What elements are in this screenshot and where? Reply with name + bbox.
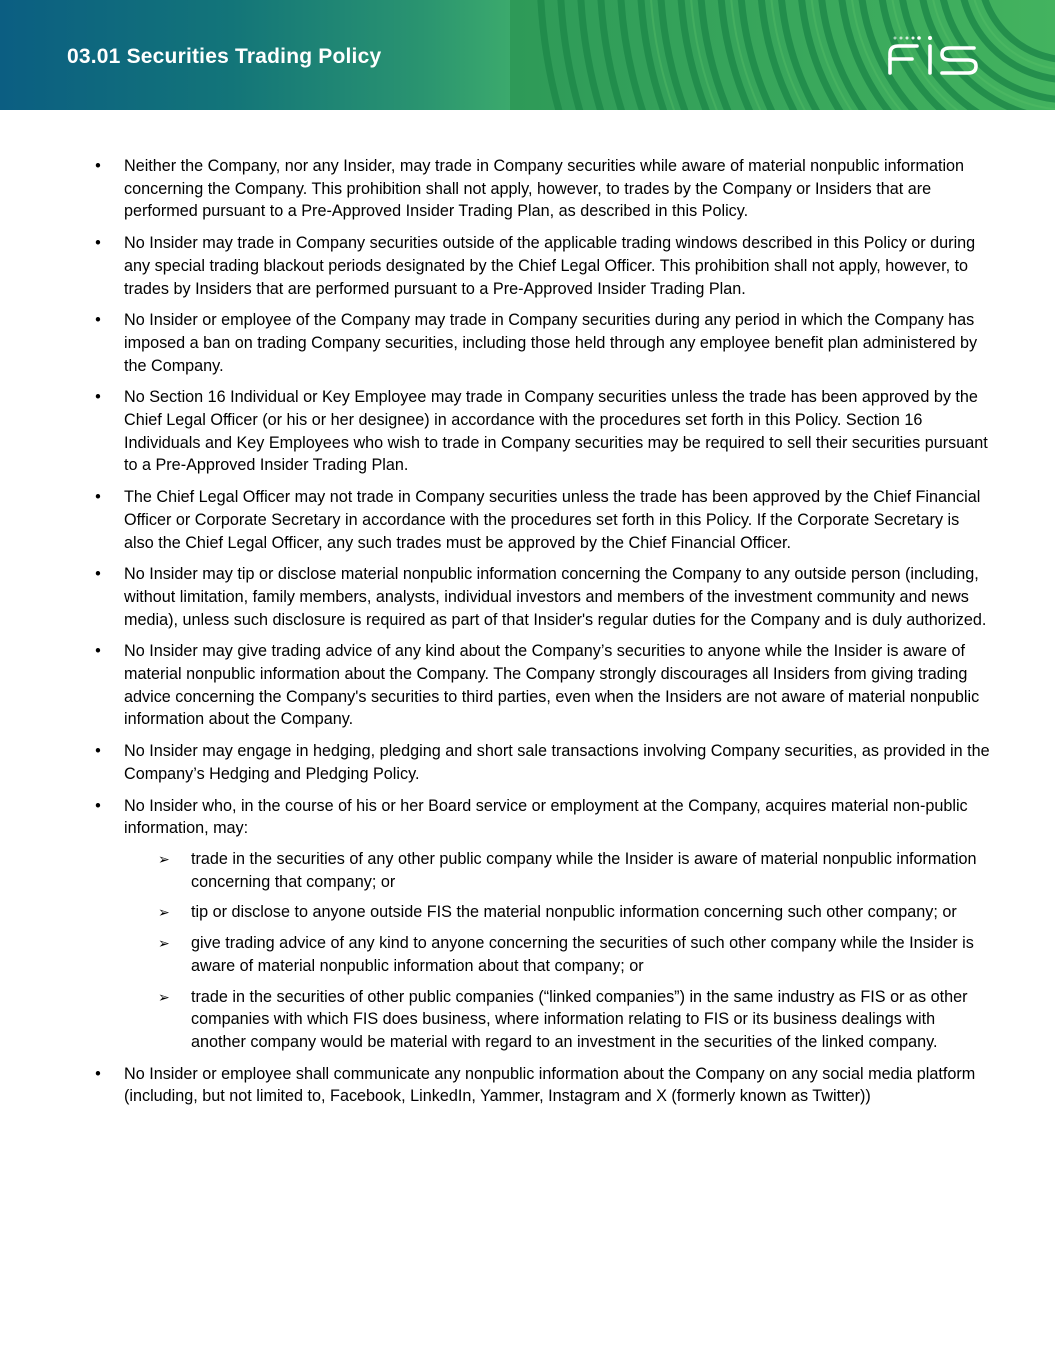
sub-item-text: trade in the securities of any other public company while the Insider is aware of material nonpublic information concerning that company; or: [191, 849, 977, 891]
policy-bullet-item: [0, 563, 1055, 631]
bullet-icon: •: [95, 796, 101, 815]
policy-item-text: No Section 16 Individual or Key Employee may trade in Company securities unless the trade has been approved by the Chief Legal Officer (or his or her designee) in accordance with the procedures set forth in this Policy. Section 16 Individuals and Key Employees who wish to trade in Company securities may be required to sell their securities pursuant to a Pre-Approved Insider Trading Plan.: [124, 388, 988, 475]
arrow-bullet-icon: ➢: [158, 850, 170, 867]
policy-item-text: No Insider may engage in hedging, pledging and short sale transactions involving Company securities, as provided in the Company’s Hedging and Pledging Policy.: [124, 742, 990, 783]
policy-item-text: Neither the Company, nor any Insider, may trade in Company securities while aware of material nonpublic information concerning the Company. This prohibition shall not apply, however, to trades by the Company or Insiders that are performed pursuant to a Pre-Approved Insider Trading Plan, as described in this Policy.: [124, 157, 965, 221]
sub-list-item: [124, 848, 993, 893]
bullet-icon: •: [95, 642, 101, 661]
policy-item-text: No Insider may tip or disclose material nonpublic information concerning the Company to any outside person (including, without limitation, family members, analysts, individual investors and members of the investment community and news media), unless such disclosure is required as part of that Insider's regular duties for the Company and is duly authorized.: [124, 565, 987, 629]
arrow-bullet-icon: ➢: [158, 935, 170, 952]
bullet-icon: •: [95, 388, 101, 407]
policy-bullet-item: [0, 740, 1055, 785]
page-title: 03.01 Securities Trading Policy: [67, 45, 382, 68]
bullet-icon: •: [95, 157, 101, 175]
arrow-bullet-icon: ➢: [158, 904, 170, 921]
policy-bullet-item: [0, 309, 1055, 377]
policy-item-text: No Insider may give trading advice of any kind about the Company’s securities to anyone while the Insider is aware of material nonpublic information about the Company. The Company strongly discourages all Insiders from giving trading advice concerning the Company's securities to third parties, even when the Insiders are not aware of material nonpublic information about the Company.: [124, 642, 980, 729]
bullet-icon: •: [95, 1064, 101, 1083]
page-header: [0, 0, 1055, 110]
bullet-icon: •: [95, 488, 101, 507]
bullet-icon: •: [95, 742, 101, 761]
policy-item-text: The Chief Legal Officer may not trade in Company securities unless the trade has been approved by the Chief Financial Officer or Corporate Secretary in accordance with the procedures set forth in this Policy. If the Corporate Secretary is also the Chief Legal Officer, any such trades must be approved by the Chief Financial Officer.: [124, 488, 981, 552]
policy-content: [0, 155, 1055, 1117]
policy-item-text: No Insider may trade in Company securities outside of the applicable trading windows described in this Policy or during any special trading blackout periods designated by the Chief Legal Officer. This prohibition shall not apply, however, to trades by Insiders that are performed pursuant to a Pre-Approved Insider Trading Plan.: [124, 234, 976, 298]
fis-logo: [884, 34, 982, 76]
policy-item-text: No Insider or employee of the Company may trade in Company securities during any period in which the Company has imposed a ban on trading Company securities, including those held through any employee benefit plan administered by the Company.: [124, 311, 978, 375]
policy-bullet-item: [0, 1063, 1055, 1108]
sub-item-text: trade in the securities of other public companies (“linked companies”) in the same industry as FIS or as other companies with which FIS does business, where information relating to FIS or its business dealings with another company would be material with regard to an investment in the securities of the linked company.: [191, 987, 968, 1051]
policy-item-text: No Insider or employee shall communicate any nonpublic information about the Company on any social media platform (including, but not limited to, Facebook, LinkedIn, Yammer, Instagram and X (formerly known as Twitter)): [124, 1064, 976, 1106]
sub-item-text: tip or disclose to anyone outside FIS the material nonpublic information concerning such other company; or: [191, 903, 957, 922]
sub-list-item: [124, 932, 993, 977]
policy-bullet-item: [0, 486, 1055, 554]
bullet-icon: •: [95, 311, 101, 330]
arrow-bullet-icon: ➢: [158, 988, 170, 1005]
bullet-icon: •: [95, 234, 101, 253]
policy-bullet-item: [0, 386, 1055, 477]
policy-bullet-item: [0, 155, 1055, 223]
policy-item-text: No Insider who, in the course of his or her Board service or employment at the Company, acquires material non-public information, may:: [124, 796, 968, 838]
sub-list-item: [124, 901, 993, 924]
sub-item-text: give trading advice of any kind to anyone concerning the securities of such other company while the Insider is aware of material nonpublic information about that company; or: [191, 934, 974, 975]
sub-list: [124, 848, 993, 1054]
policy-bullet-item: [0, 795, 1055, 1054]
bullet-icon: •: [95, 565, 101, 584]
sub-list-item: [124, 986, 993, 1054]
policy-bullet-item: [0, 640, 1055, 731]
policy-bullet-item: [0, 232, 1055, 300]
